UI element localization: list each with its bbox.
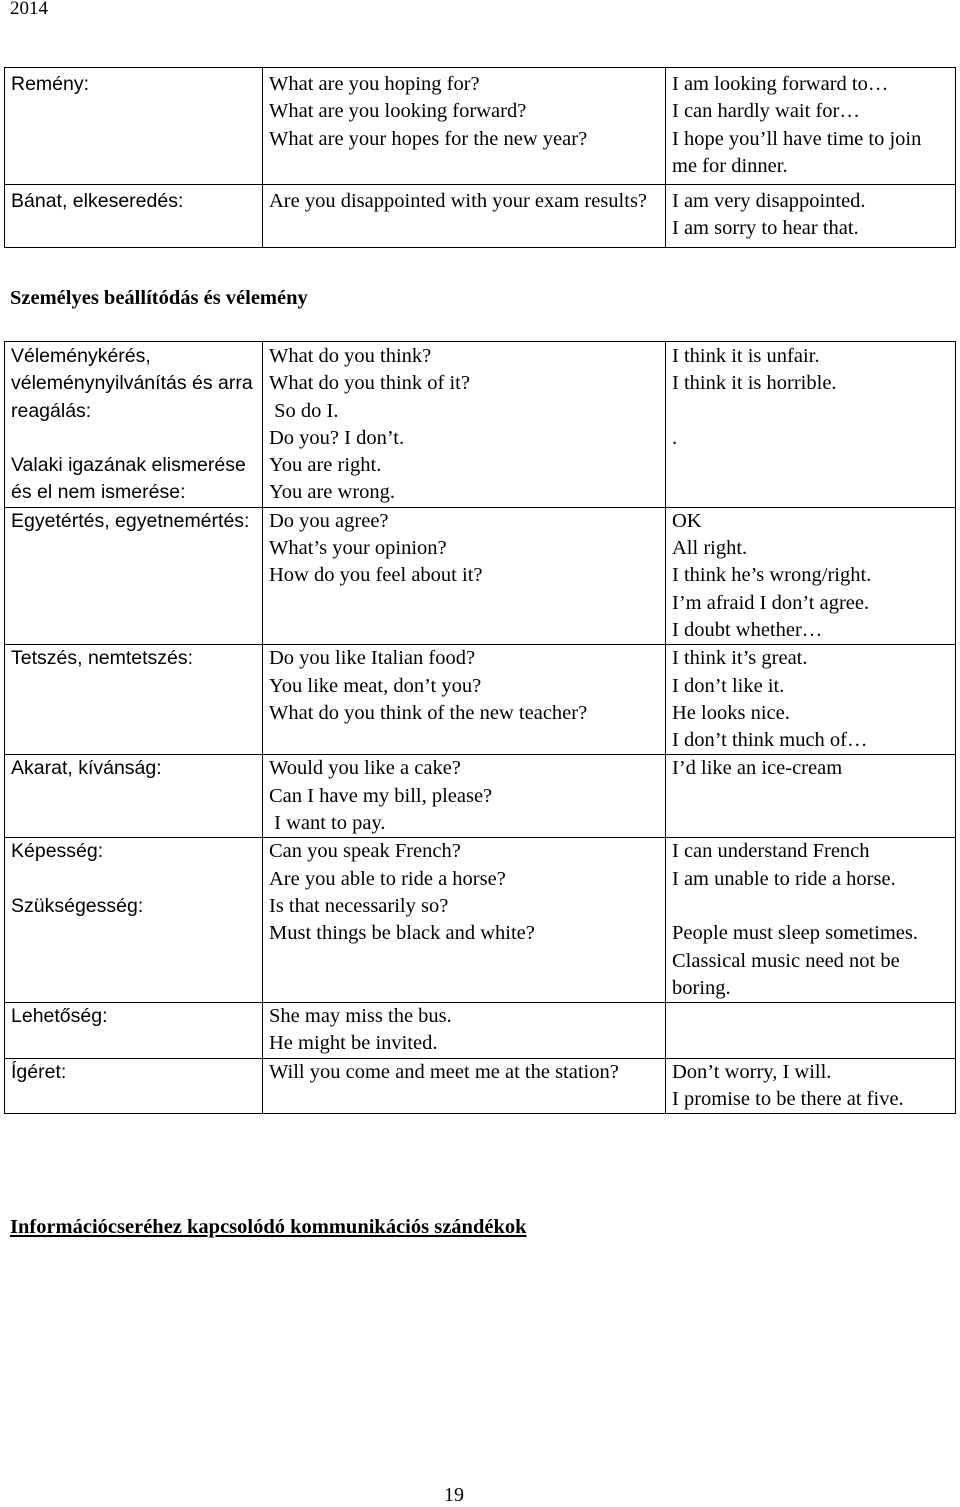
- question-line: What are your hopes for the new year?: [269, 127, 588, 150]
- section-title-personal-attitude: Személyes beállítódás és vélemény: [10, 287, 308, 309]
- response-line: I think he’s wrong/right.: [672, 564, 872, 587]
- example-responses: [666, 838, 956, 893]
- response-line: I’m afraid I don’t agree.: [672, 591, 870, 614]
- response-line: I think it’s great.: [672, 647, 808, 670]
- example-responses: [666, 1003, 956, 1059]
- question-line: He might be invited.: [269, 1032, 438, 1055]
- question-line: Do you agree?: [269, 509, 389, 532]
- table-row: [5, 185, 956, 248]
- question-line: Can you speak French?: [269, 840, 461, 863]
- question-line: She may miss the bus.: [269, 1005, 452, 1028]
- example-responses: [666, 452, 956, 507]
- example-questions: [263, 893, 666, 1003]
- intent-label: Akarat, kívánság:: [5, 755, 263, 838]
- example-questions: [263, 755, 666, 838]
- table-row: [5, 645, 956, 755]
- response-line: All right.: [672, 537, 748, 560]
- response-line: He looks nice.: [672, 701, 790, 724]
- question-line: You like meat, don’t you?: [269, 674, 482, 697]
- question-line: What are you hoping for?: [269, 73, 480, 95]
- table-row: [5, 507, 956, 644]
- example-responses: [666, 68, 956, 185]
- question-line: Are you disappointed with your exam results?: [269, 190, 648, 213]
- response-line: I hope you’ll have time to join me for dinner.: [672, 127, 927, 177]
- question-line: What do you think of the new teacher?: [269, 701, 588, 724]
- question-line: What do you think of it?: [269, 372, 470, 395]
- response-line: I am unable to ride a horse.: [672, 867, 896, 890]
- question-line: Can I have my bill, please?: [269, 784, 493, 807]
- table-hope-sadness-body: [5, 68, 956, 248]
- example-questions: [263, 452, 666, 507]
- response-line: I don’t think much of…: [672, 729, 868, 752]
- table-row: [5, 1003, 956, 1059]
- example-questions: [263, 1003, 666, 1059]
- question-line: You are right.: [269, 454, 382, 477]
- section-title-information-exchange: Információcseréhez kapcsolódó kommunikációs szándékok: [10, 1216, 527, 1238]
- table-row: [5, 755, 956, 838]
- intent-label: Tetszés, nemtetszés:: [5, 645, 263, 755]
- question-line: Will you come and meet me at the station?: [269, 1060, 619, 1083]
- question-line: So do I.: [269, 399, 339, 422]
- example-questions: [263, 185, 666, 248]
- page-number: 19: [444, 1484, 464, 1506]
- example-responses: [666, 645, 956, 755]
- response-line: .: [672, 426, 678, 449]
- response-line: I think it is horrible.: [672, 372, 837, 395]
- table-row: [5, 452, 956, 507]
- example-responses: [666, 185, 956, 248]
- response-line: I promise to be there at five.: [672, 1088, 904, 1111]
- question-line: What do you think?: [269, 345, 432, 367]
- response-line: OK: [672, 509, 702, 532]
- table-row: [5, 893, 956, 1003]
- header-year: 2014: [10, 0, 48, 19]
- table-row: [5, 68, 956, 185]
- question-line: Is that necessarily so?: [269, 894, 449, 917]
- table-row: [5, 342, 956, 453]
- question-line: Would you like a cake?: [269, 757, 461, 780]
- response-line: I can understand French: [672, 840, 870, 863]
- response-line: I don’t like it.: [672, 674, 785, 697]
- intent-label: Bánat, elkeseredés:: [5, 185, 263, 248]
- response-line: I doubt whether…: [672, 618, 823, 641]
- response-line: I am looking forward to…: [672, 73, 889, 95]
- question-line: Do you like Italian food?: [269, 647, 476, 670]
- example-responses: [666, 1058, 956, 1114]
- response-line: People must sleep sometimes.: [672, 922, 918, 945]
- intent-label: Lehetőség:: [5, 1003, 263, 1059]
- response-line: I think it is unfair.: [672, 345, 820, 367]
- response-line: I am very disappointed.: [672, 190, 866, 213]
- question-line: How do you feel about it?: [269, 564, 483, 587]
- intent-label: Egyetértés, egyetnemértés:: [5, 507, 263, 644]
- response-line: Don’t worry, I will.: [672, 1060, 832, 1083]
- intent-label: Ígéret:: [5, 1058, 263, 1114]
- example-responses: [666, 342, 956, 453]
- question-line: Must things be black and white?: [269, 922, 535, 945]
- example-responses: [666, 893, 956, 1003]
- intent-label: Képesség:: [5, 838, 263, 893]
- table-hope-sadness: [4, 67, 956, 248]
- response-line: Classical music need not be boring.: [672, 949, 905, 999]
- intent-label: Remény:: [5, 68, 263, 185]
- question-line: Are you able to ride a horse?: [269, 867, 506, 890]
- question-line: What are you looking forward?: [269, 100, 527, 123]
- response-line: I am sorry to hear that.: [672, 217, 859, 240]
- example-questions: [263, 645, 666, 755]
- intent-label: Véleménykérés, véleménynyilvánítás és arra reagálás:: [5, 342, 263, 453]
- question-line: Do you? I don’t.: [269, 426, 405, 449]
- example-questions: [263, 68, 666, 185]
- example-responses: [666, 755, 956, 838]
- example-questions: [263, 838, 666, 893]
- table-personal-attitude-body: [5, 342, 956, 1114]
- intent-label: Valaki igazának elismerése és el nem ismerése:: [5, 452, 263, 507]
- response-line: [672, 398, 949, 425]
- example-responses: [666, 507, 956, 644]
- question-line: What’s your opinion?: [269, 537, 447, 560]
- response-line: I can hardly wait for…: [672, 100, 860, 123]
- question-line: You are wrong.: [269, 481, 396, 504]
- table-row: [5, 1058, 956, 1114]
- intent-label: Szükségesség:: [5, 893, 263, 1003]
- example-questions: [263, 1058, 666, 1114]
- table-row: [5, 838, 956, 893]
- example-questions: [263, 342, 666, 453]
- response-line: [672, 893, 949, 920]
- table-personal-attitude: [4, 341, 956, 1114]
- question-line: I want to pay.: [269, 812, 386, 835]
- response-line: I’d like an ice-cream: [672, 757, 843, 780]
- example-questions: [263, 507, 666, 644]
